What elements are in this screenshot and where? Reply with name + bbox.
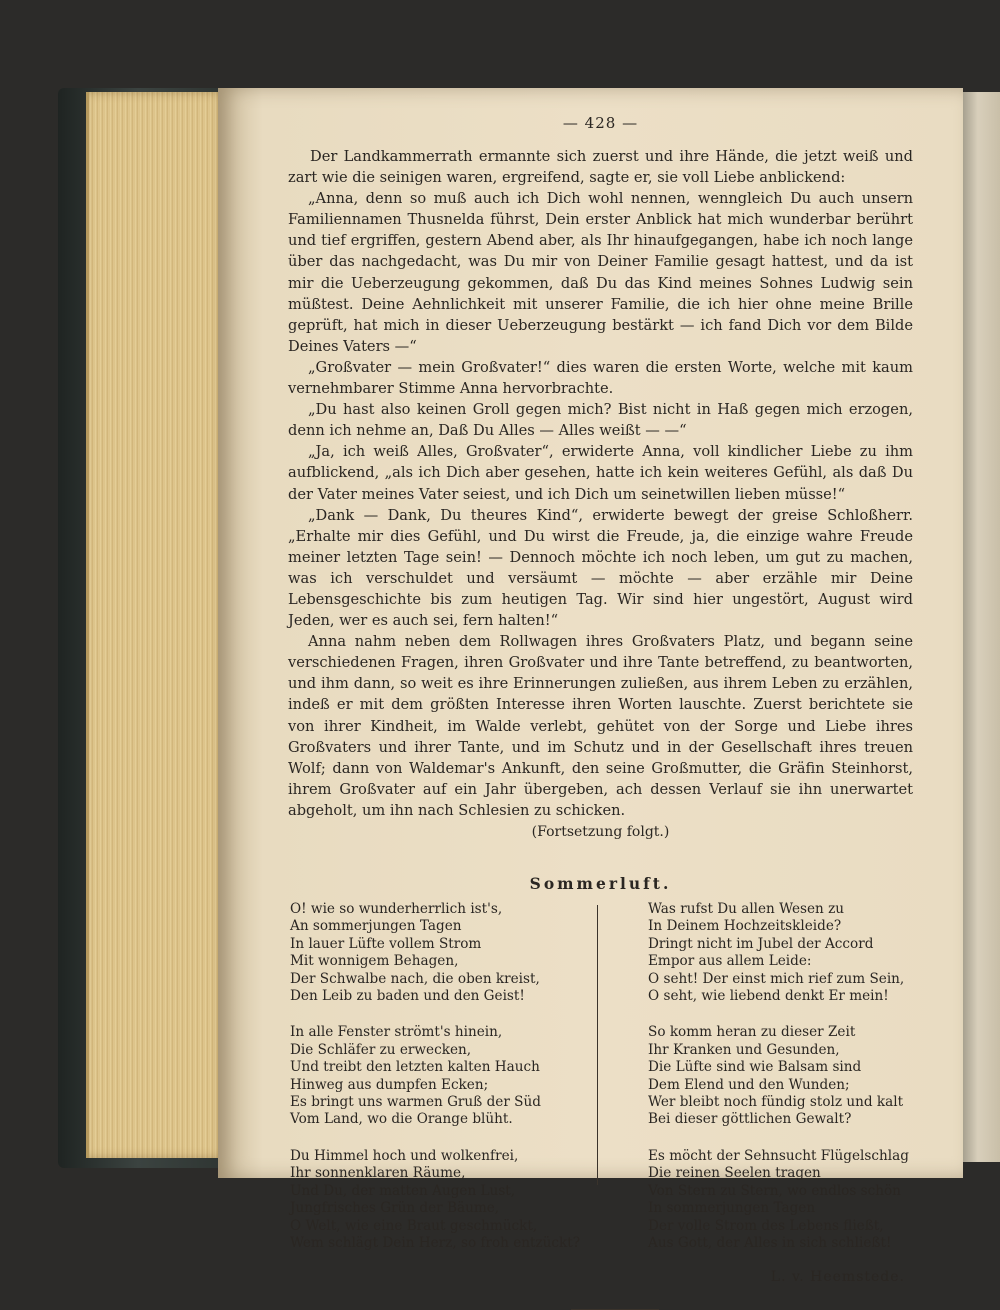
poem: [288, 901, 913, 1287]
verse-line: Wem schlägt Dein Herz, so froh entzückt?: [290, 1234, 581, 1251]
verse-line: Der volle Strom des Lebens fließt,: [648, 1217, 884, 1234]
verse-line: Und treibt den letzten kalten Hauch: [290, 1059, 540, 1076]
stanza: [290, 1148, 580, 1252]
verse-line: Die Lüfte sind wie Balsam sind: [648, 1059, 862, 1076]
paragraph: Anna nahm neben dem Rollwagen ihres Großvaters Platz, und begann seine verschiedenen Fragen, ihren Großvater und ihre Tante betreffend, zu beantworten, und ihm dann, so weit es ihre Erinnerungen zuließen, aus ihrem Leben zu erzählen, indeß er mit dem größten Interesse ihren Worten lauschte. Zuerst berichtete sie von ihrer Kindheit, im Walde verlebt, gehütet von der Sorge und Liebe ihres Großvaters und ihrer Tante, und im Schutz und in der Gesellschaft ihres treuen Wolf; dann von Waldemar's Ankunft, den seine Großmutter, die Gräfin Steinhorst, ihrem Großvater auf ein Jahr übergeben, ach dessen Verlauf sie ihn unerwartet abgeholt, um ihn nach Schlesien zu schicken.: [288, 633, 913, 819]
stanza: [648, 901, 913, 1005]
verse-line: O seht! Der einst mich rief zum Sein,: [648, 970, 905, 987]
verse-line: Jungfrisches Grün der Bäume,: [290, 1200, 500, 1217]
facing-page-strip: [963, 92, 1000, 1162]
paragraph: „Großvater — mein Großvater!“ dies waren die ersten Worte, welche mit kaum vernehmbarer Stimme Anna hervorbrachte.: [288, 358, 913, 398]
verse-line: Die Schläfer zu erwecken,: [290, 1041, 472, 1058]
verse-line: Ihr Kranken und Gesunden,: [648, 1041, 840, 1058]
verse-line: Vom Land, wo die Orange blüht.: [290, 1111, 513, 1128]
verse-line: An sommerjungen Tagen: [290, 918, 462, 935]
stanza: [290, 901, 580, 1005]
verse-line: Die reinen Seelen tragen: [648, 1165, 821, 1182]
continuation-note: (Fortsetzung folgt.): [531, 824, 670, 840]
stanza: [290, 1024, 580, 1128]
verse-line: Dringt nicht im Jubel der Accord: [648, 935, 874, 952]
paragraph: „Ja, ich weiß Alles, Großvater“, erwiderte Anna, voll kindlicher Liebe zu ihm aufblickend, „als ich Dich aber gesehen, hatte ich kein weiteres Gefühl, als daß Du der Vater meines Vater seiest, und ich Dich um seinetwillen lieben müsse!“: [288, 443, 913, 503]
stanza: [648, 1024, 913, 1128]
verse-line: Ihr sonnenklaren Räume,: [290, 1165, 466, 1182]
verse-line: Was rufst Du allen Wesen zu: [648, 901, 845, 917]
page-number: — 428 —: [562, 114, 639, 132]
verse-line: Es bringt uns warmen Gruß der Süd: [290, 1094, 541, 1111]
paragraph: Der Landkammerrath ermannte sich zuerst und ihre Hände, die jetzt weiß und zart wie die seinigen waren, ergreifend, sagte er, sie voll Liebe anblickend:: [288, 148, 913, 187]
verse-line: O! wie so wunderherrlich ist's,: [290, 901, 503, 917]
verse-line: Wer bleibt noch fündig stolz und kalt: [648, 1094, 904, 1111]
verse-line: Hinweg aus dumpfen Ecken;: [290, 1076, 489, 1093]
verse-line: Von Stern zu Stern, wo endlos schön: [648, 1182, 901, 1199]
verse-line: Aus Gott, der Alles in sich schließt!: [648, 1234, 892, 1251]
verse-line: Dem Elend und den Wunden;: [648, 1076, 850, 1093]
verse-line: Und Du, der matten Augen Lust,: [290, 1182, 516, 1199]
verse-line: In alle Fenster strömt's hinein,: [290, 1024, 503, 1041]
verse-line: In sommerjungen Tagen: [648, 1200, 816, 1217]
verse-line: In Deinem Hochzeitskleide?: [648, 918, 842, 935]
poem-left-column: [288, 901, 580, 1287]
verse-line: Den Leib zu baden und den Geist!: [290, 988, 525, 1005]
verse-line: Der Schwalbe nach, die oben kreist,: [290, 970, 540, 987]
verse-line: Empor aus allem Leide:: [648, 953, 812, 970]
stanza: [648, 1148, 913, 1252]
verse-line: So komm heran zu dieser Zeit: [648, 1024, 856, 1041]
verse-line: Mit wonnigem Behagen,: [290, 953, 459, 970]
verse-line: O seht, wie liebend denkt Er mein!: [648, 988, 889, 1005]
verse-line: O Welt, wie eine Braut geschmückt,: [290, 1217, 538, 1234]
book-page-edges: [86, 92, 227, 1158]
verse-line: In lauer Lüfte vollem Strom: [290, 935, 482, 952]
verse-line: Du Himmel hoch und wolkenfrei,: [290, 1147, 519, 1164]
verse-line: Es möcht der Sehnsucht Flügelschlag: [648, 1147, 909, 1164]
poem-title: Sommerluft.: [529, 874, 672, 893]
verse-line: Bei dieser göttlichen Gewalt?: [648, 1111, 852, 1128]
paragraph: „Anna, denn so muß auch ich Dich wohl nennen, wenngleich Du auch unsern Familiennamen Thusnelda führst, Dein erster Anblick hat mich wunderbar berührt und tief ergriffen, gestern Abend aber, als Ihr hinaufgegangen, habe ich noch lange über das nachgedacht, was Du mir von Deiner Familie gesagt hattest, und da ist mir die Ueberzeugung gekommen, daß Du das Kind meines Sohnes Ludwig sein müßtest. Deine Aehnlichkeit mit unserer Familie, die ich hier ohne meine Brille geprüft, hat mich in dieser Ueberzeugung bestärkt — ich fand Dich vor dem Bilde Deines Vaters —“: [288, 190, 913, 355]
paragraph: „Du hast also keinen Groll gegen mich? Bist nicht in Haß gegen mich erzogen, denn ich nehme an, Daß Du Alles — Alles weißt — —“: [288, 401, 913, 440]
poem-signature: L. v. Heemstede.: [770, 1269, 905, 1286]
poem-right-column: [620, 901, 913, 1287]
paragraph: „Dank — Dank, Du theures Kind“, erwiderte bewegt der greise Schloßherr. „Erhalte mir dies Gefühl, und Du wirst die Freude, ja, die einzige wahre Freude meiner letzten Tage sein! — Dennoch möchte ich noch leben, um gut zu machen, was ich verschuldet und versäumt — möchte — aber erzähle mir Deine Lebensgeschichte bis zum heutigen Tag. Wir sind hier ungestört, August wird Jeden, wer es auch sei, fern halten!“: [288, 506, 913, 630]
column-divider: [597, 905, 598, 1185]
prose-section: [288, 146, 913, 821]
page-content: [288, 114, 913, 1310]
